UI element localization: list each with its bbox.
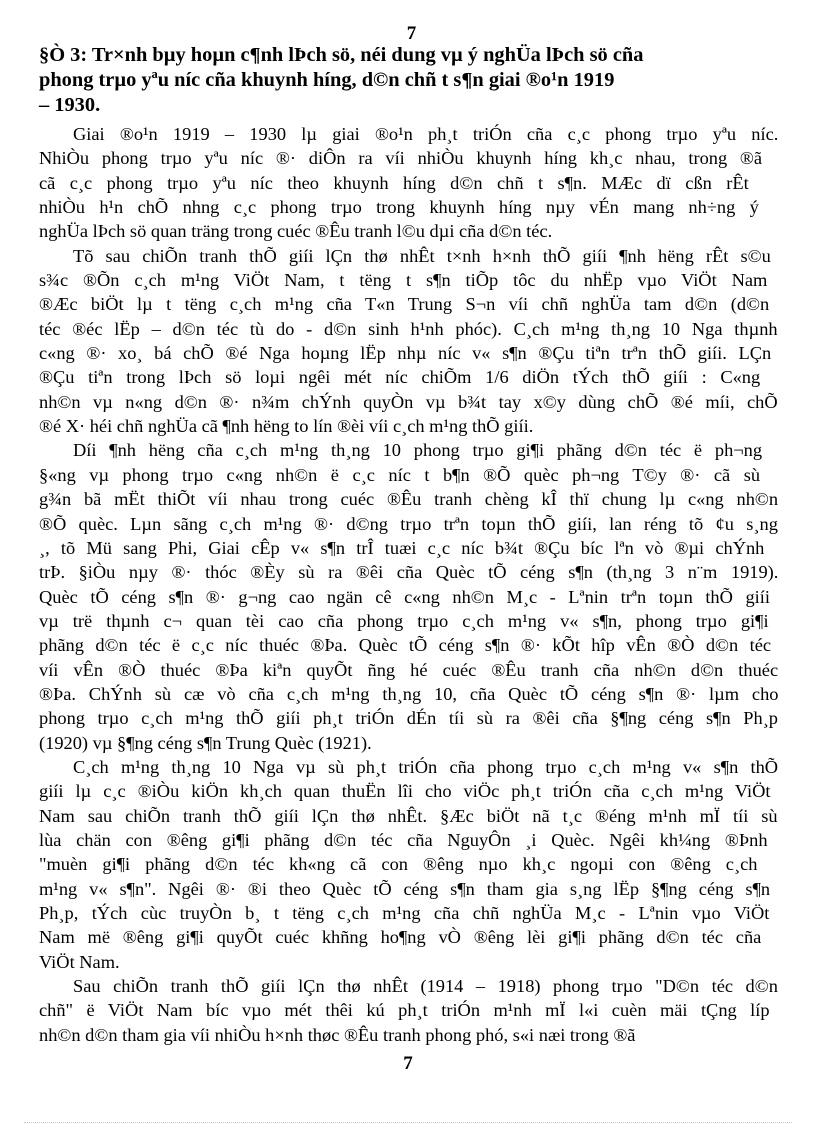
body-line: Sau chiÕn tranh thÕ giíi lÇn thø nhÊt (1914 – 1918) phong trµo "D©n téc d©n — [73, 976, 778, 997]
body-line: giíi lµ c¸c ®iÒu kiÖn kh¸ch quan thuËn lîi cho viÖc ph¸t triÓn cña c¸ch m¹ng ViÖt — [39, 781, 771, 802]
body-line: NhiÒu phong trµo yªu níc ®· diÔn ra víi nhiÒu khuynh híng kh¸c nhau, trong ®ã — [39, 148, 763, 169]
body-line: téc ®éc lËp – d©n téc tù do - d©n sinh h¹nh phóc). C¸ch m¹ng th¸ng 10 Nga thµnh — [39, 318, 778, 339]
heading-line: §Ò 3: Tr×nh bµy hoµn c¶nh lÞch sö, néi dung vµ ý nghÜa lÞch sö cña — [39, 44, 644, 66]
body-line: (1920) vµ §¶ng céng s¶n Trung Quèc (1921). — [39, 732, 372, 753]
body-line: ®Õ quèc. Lµn sãng c¸ch m¹ng ®· d©ng trµo trªn toµn thÕ giíi, lan réng tõ ¢u s¸ng — [39, 513, 778, 534]
body-line: nh©n vµ n«ng d©n ®· n¾m chÝnh quyÒn vµ b¾t tay x©y dùng chÕ ®é míi, chÕ — [39, 391, 778, 412]
body-line: Tõ sau chiÕn tranh thÕ giíi lÇn thø nhÊt t×nh h×nh thÕ giíi ¶nh hëng rÊt s©u — [73, 245, 771, 266]
body-line: "muèn gi¶i phãng d©n téc kh«ng cã con ®êng nµo kh¸c ngoµi con ®êng c¸ch — [39, 854, 758, 875]
question-heading — [39, 43, 778, 118]
body-line: ¸, tõ Mü sang Phi, Giai cÊp v« s¶n trÎ tuæi c¸c níc b¾t ®Çu bíc lªn vò ®µi chÝnh — [39, 537, 765, 558]
body-line: nh©n d©n tham gia víi nhiÒu h×nh thøc ®Êu tranh phong phó, s«i næi trong ®ã — [39, 1024, 636, 1045]
body-line: C¸ch m¹ng th¸ng 10 Nga vµ sù ph¸t triÓn cña phong trµo c¸ch m¹ng v« s¶n thÕ — [73, 756, 778, 777]
body-line: s¾c ®Õn c¸ch m¹ng ViÖt Nam, t tëng t s¶n tiÕp tôc du nhËp vµo ViÖt Nam — [39, 270, 768, 291]
body-line: ViÖt Nam. — [39, 951, 120, 972]
body-line: víi vÊn ®Ò thuéc ®Þa kiªn quyÕt ñng hé cuéc ®Êu tranh cña nh©n d©n thuéc — [39, 659, 778, 680]
body-line: nghÜa lÞch sö quan träng trong cuéc ®Êu tranh l©u dµi cña d©n téc. — [39, 221, 553, 242]
body-line: trÞ. §iÒu nµy ®· thóc ®Èy sù ra ®êi cña Quèc tÕ céng s¶n (th¸ng 3 n¨m 1919). — [39, 562, 778, 583]
body-line: vµ trë thµnh c¬ quan tèi cao cña phong trµo c¸ch m¹ng v« s¶n, phong trµo gi¶i — [39, 610, 769, 631]
body-line: Díi ¶nh hëng cña c¸ch m¹ng th¸ng 10 phong trµo gi¶i phãng d©n téc ë ph¬ng — [73, 440, 763, 461]
body-line: phong trµo c¸ch m¹ng thÕ giíi ph¸t triÓn dÉn tíi sù ra ®êi cña §¶ng céng s¶n Ph¸p — [39, 708, 778, 729]
body-line: cã c¸c phong trµo yªu níc theo khuynh híng d©n chñ t s¶n. MÆc dï cßn rÊt — [39, 172, 749, 193]
body-line: chñ" ë ViÖt Nam bíc vµo mét thêi kú ph¸t triÓn m¹nh mÏ l«i cuèn mäi tÇng líp — [39, 1000, 770, 1021]
body-line: g¾n bã mËt thiÕt víi nhau trong cuéc ®Êu tranh chèng kÎ thï chung lµ c«ng nh©n — [39, 489, 778, 510]
body-line: ®é X· héi chñ nghÜa cã ¶nh hëng to lín ®èi víi c¸ch m¹ng thÕ giíi. — [39, 416, 534, 437]
body-line: ®Æc biÖt lµ t tëng c¸ch m¹ng cña T«n Trung S¬n víi chñ nghÜa tam d©n (d©n — [39, 294, 770, 315]
heading-line: – 1930. — [39, 94, 101, 116]
page-number-bottom: 7 — [403, 1053, 413, 1074]
body-line: §«ng vµ phong trµo c«ng nh©n ë c¸c níc t b¶n ®Õ quèc ph¬ng T©y ®· cã sù — [39, 464, 761, 485]
body-text — [39, 122, 778, 1047]
body-line: nhiÒu h¹n chÕ nhng c¸c phong trµo trong khuynh híng nµy vÉn mang nh÷ng ý — [39, 197, 759, 218]
body-line: c«ng ®· xo¸ bá chÕ ®é Nga hoµng lËp nhµ níc v« s¶n ®Çu tiªn trªn thÕ giíi. LÇn — [39, 343, 772, 364]
body-line: Quèc tÕ céng s¶n ®· g¬ng cao ngän cê c«ng nh©n M¸c - Lªnin trªn toµn thÕ giíi — [39, 586, 770, 607]
body-line: Nam më ®êng gi¶i quyÕt cuéc khñng ho¶ng vÒ ®êng lèi gi¶i phãng d©n téc cña — [39, 927, 762, 948]
body-line: Nam sau chiÕn tranh thÕ giíi lÇn thø nhÊt. §Æc biÖt nã t¸c ®éng m¹nh mÏ tíi sù — [39, 805, 778, 826]
page-number-top: 7 — [406, 23, 417, 44]
body-line: Ph¸p, tÝch cùc truyÒn b¸ t tëng c¸ch m¹ng cña chñ nghÜa M¸c - Lªnin vµo ViÖt — [39, 903, 770, 923]
body-line: ®Þa. ChÝnh sù cæ vò cña c¸ch m¹ng th¸ng 10, cña Quèc tÕ céng s¶n ®· lµm cho — [39, 683, 778, 704]
body-line: lùa chän con ®êng gi¶i phãng d©n téc cña NguyÔn ¸i Quèc. Ngêi kh¼ng ®Þnh — [39, 829, 768, 850]
body-line: phãng d©n téc ë c¸c níc thuéc ®Þa. Quèc tÕ céng s¶n ®· kÕt hîp vÊn ®Ò d©n téc — [39, 635, 772, 656]
heading-line: phong trµo yªu níc cña khuynh híng, d©n chñ t s¶n giai ®o¹n 1919 — [39, 69, 615, 91]
body-line: m¹ng v« s¶n". Ngêi ®· ®i theo Quèc tÕ céng s¶n tham gia s¸ng lËp §¶ng céng s¶n — [39, 878, 771, 899]
body-line: ®Çu tiªn trong lÞch sö loµi ngêi mét níc chiÕm 1/6 diÖn tÝch thÕ giíi : C«ng — [39, 367, 761, 388]
body-line: Giai ®o¹n 1919 – 1930 lµ giai ®o¹n ph¸t triÓn cña c¸c phong trµo yªu níc. — [73, 124, 778, 144]
